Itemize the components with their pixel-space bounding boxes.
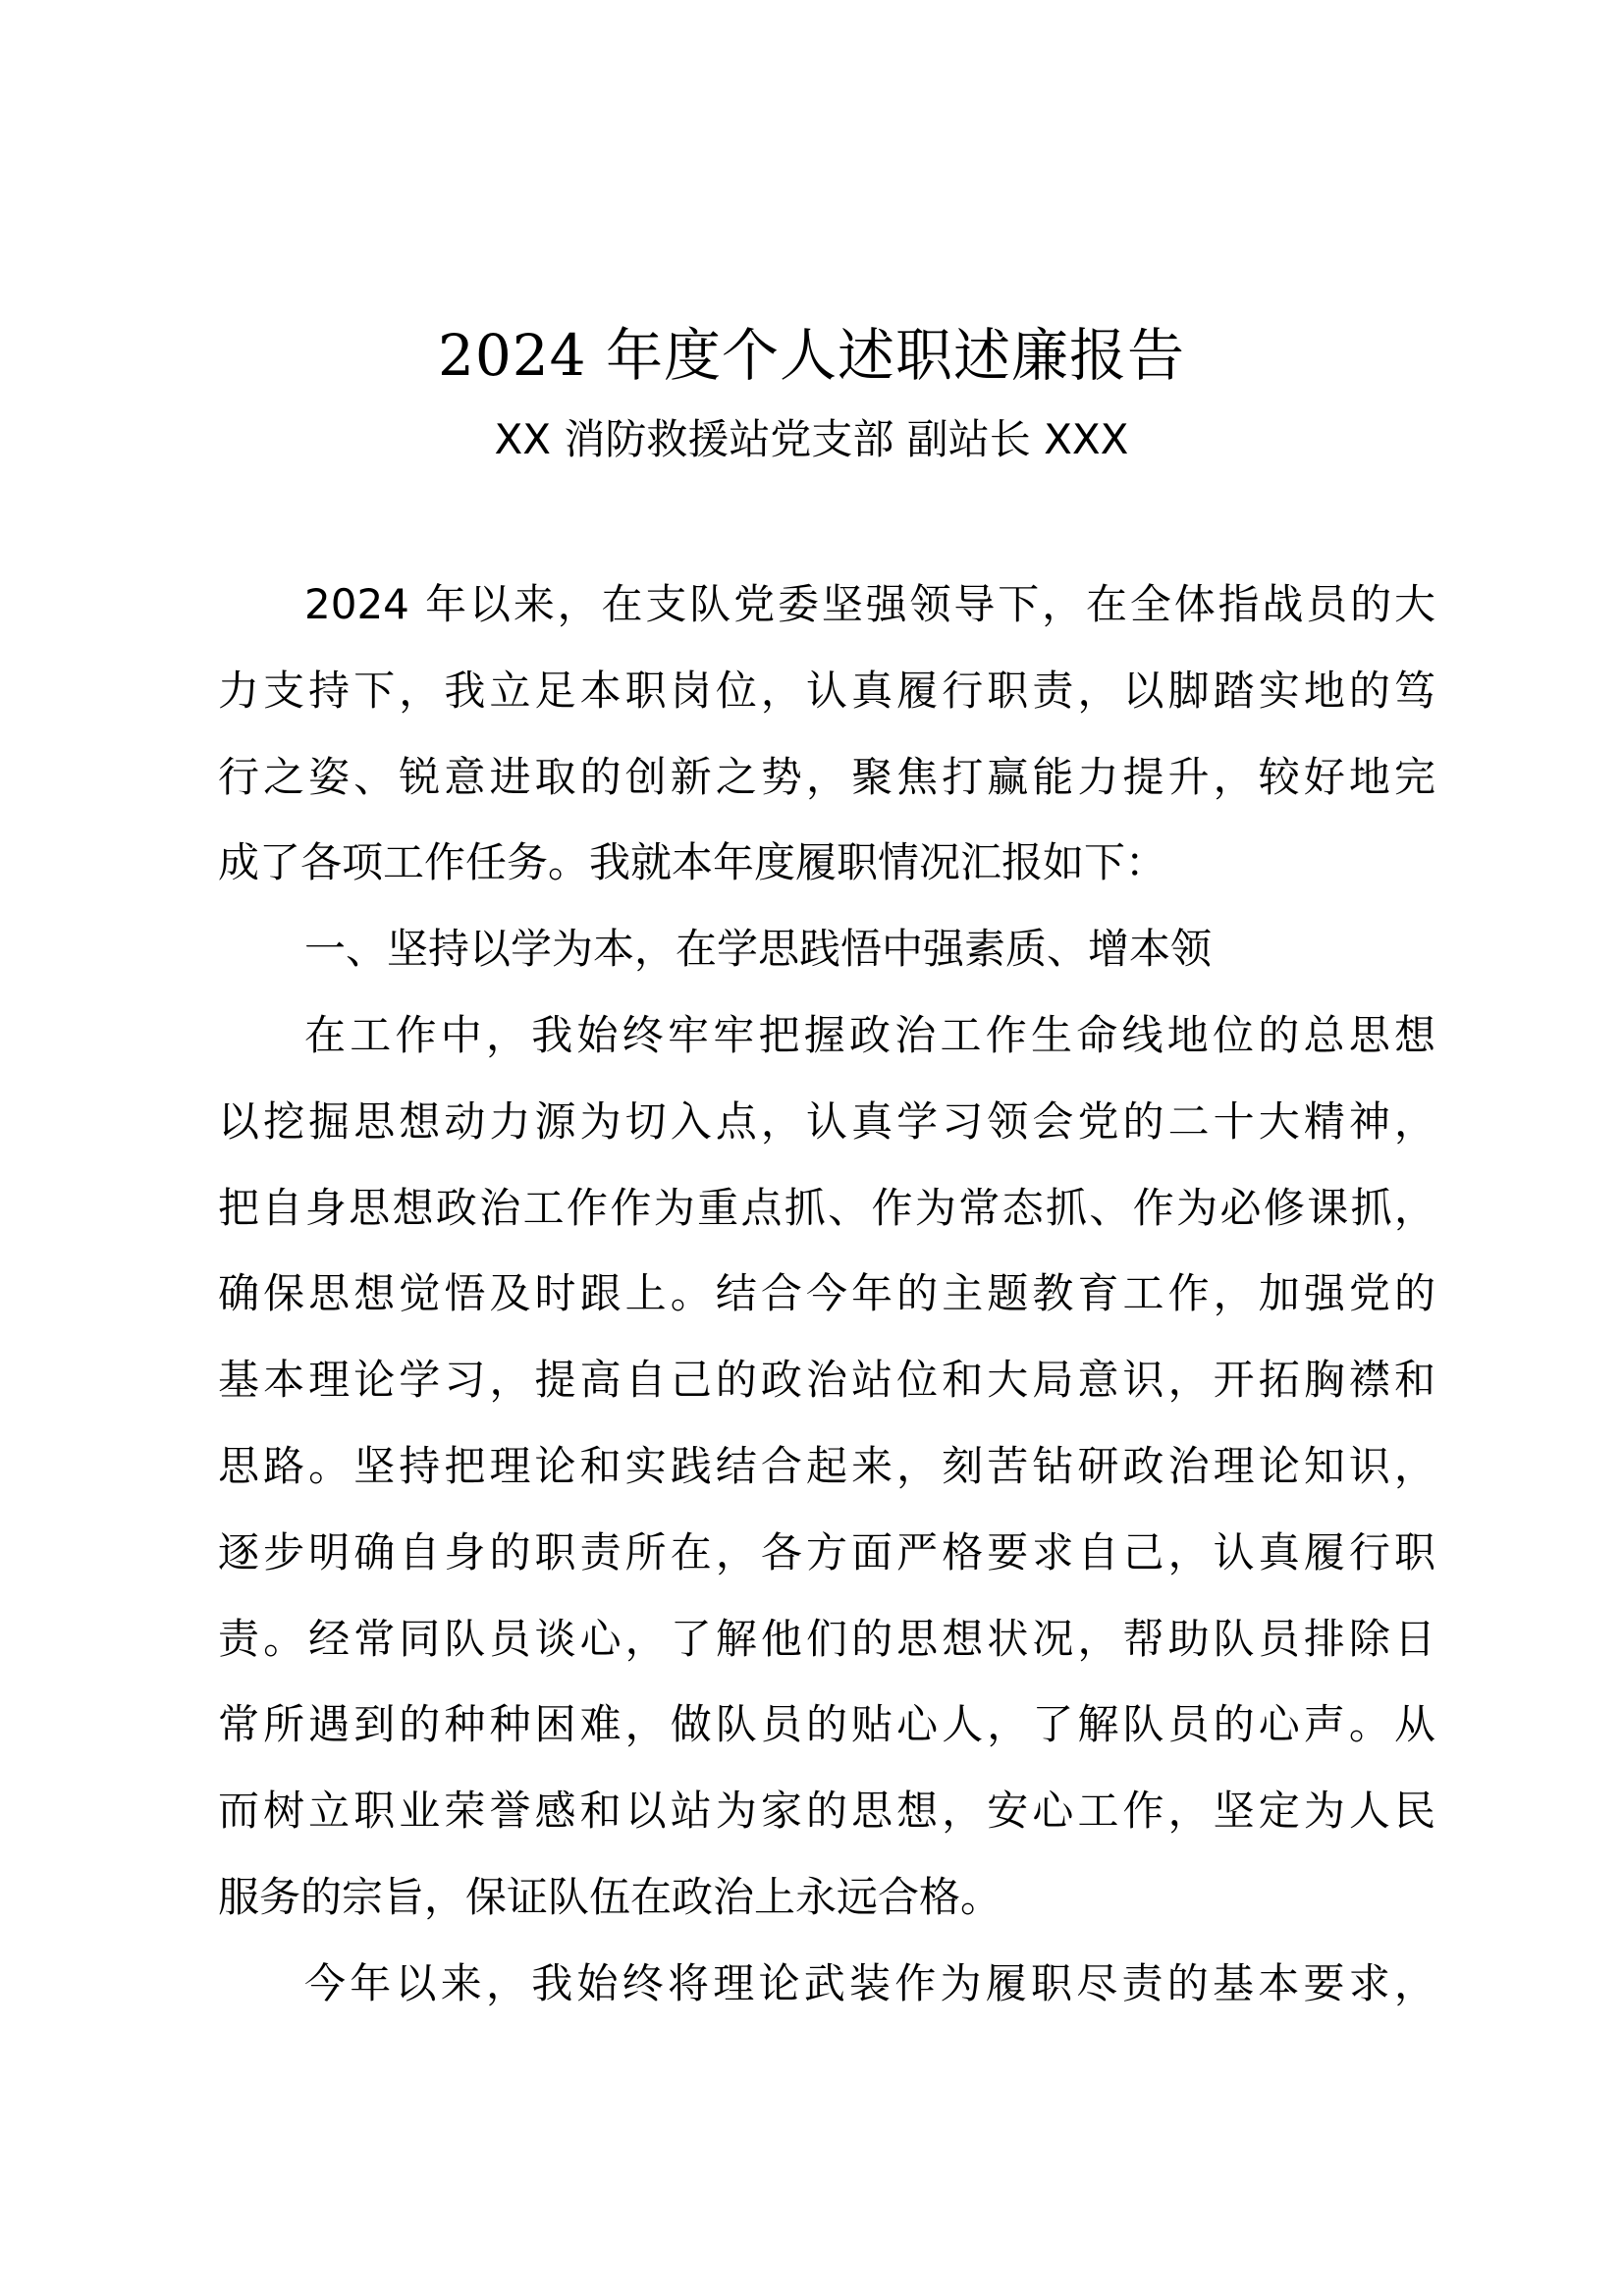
paragraph-line: 在工作中，我始终牢牢把握政治工作生命线地位的总思想: [304, 1010, 1435, 1059]
section-heading: 一、坚持以学为本，在学思践悟中强素质、增本领: [304, 925, 1213, 974]
paragraph-line: 把自身思想政治工作作为重点抓、作为常态抓、作为必修课抓，: [218, 1183, 1435, 1232]
paragraph-line: 今年以来，我始终将理论武装作为履职尽责的基本要求，: [304, 1958, 1435, 2007]
paragraph-line: 基本理论学习，提高自己的政治站位和大局意识，开拓胸襟和: [218, 1356, 1435, 1405]
paragraph-line: 行之姿、锐意进取的创新之势，聚焦打赢能力提升，较好地完: [218, 752, 1435, 801]
document-title: 2024 年度个人述职述廉报告: [437, 322, 1186, 389]
document-body: [218, 561, 1435, 2027]
paragraph-line: 服务的宗旨，保证队伍在政治上永远合格。: [218, 1872, 1002, 1921]
paragraph-line: 以挖掘思想动力源为切入点，认真学习领会党的二十大精神，: [218, 1096, 1435, 1146]
paragraph-line: 常所遇到的种种困难，做队员的贴心人，了解队员的心声。从: [218, 1700, 1435, 1749]
paragraph-line: 确保思想觉悟及时跟上。结合今年的主题教育工作，加强党的: [218, 1269, 1435, 1318]
paragraph-line: 力支持下，我立足本职岗位，认真履行职责，以脚踏实地的笃: [218, 666, 1435, 715]
paragraph-line: 思路。坚持把理论和实践结合起来，刻苦钻研政治理论知识，: [218, 1441, 1435, 1490]
document-subtitle: XX 消防救援站党支部 副站长 XXX: [494, 415, 1129, 463]
paragraph-line: 成了各项工作任务。我就本年度履职情况汇报如下：: [218, 838, 1167, 887]
paragraph-line: 2024 年以来，在支队党委坚强领导下，在全体指战员的大: [304, 580, 1435, 628]
paragraph-line: 而树立职业荣誉感和以站为家的思想，安心工作，坚定为人民: [218, 1787, 1435, 1836]
paragraph-line: 逐步明确自身的职责所在，各方面严格要求自己，认真履行职: [218, 1527, 1435, 1576]
paragraph-line: 责。经常同队员谈心，了解他们的思想状况，帮助队员排除日: [218, 1614, 1435, 1663]
